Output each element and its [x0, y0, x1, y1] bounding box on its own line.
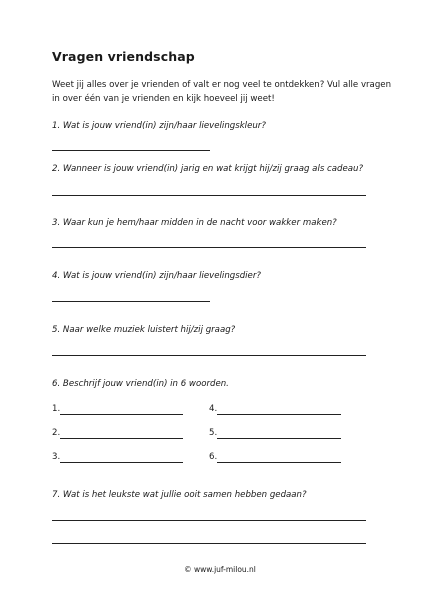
word-line-4[interactable]: [217, 414, 341, 415]
question-2: 2. Wanneer is jouw vriend(in) jarig en wat krijgt hij/zij graag als cadeau?: [52, 164, 364, 174]
question-4: 4. Wat is jouw vriend(in) zijn/haar lievelingsdier?: [52, 271, 261, 281]
word-line-5[interactable]: [217, 438, 341, 439]
answer-line-1[interactable]: [52, 150, 210, 151]
word-line-1[interactable]: [60, 414, 183, 415]
page-title: Vragen vriendschap: [52, 49, 195, 64]
word-number-6: 6.: [209, 452, 218, 462]
word-line-6[interactable]: [217, 462, 341, 463]
question-6: 6. Beschrijf jouw vriend(in) in 6 woorden.: [52, 379, 229, 389]
question-3: 3. Waar kun je hem/haar midden in de nacht voor wakker maken?: [52, 218, 337, 228]
word-line-2[interactable]: [60, 438, 183, 439]
word-number-2: 2.: [52, 428, 61, 438]
word-number-1: 1.: [52, 404, 61, 414]
word-number-3: 3.: [52, 452, 61, 462]
answer-line-7a[interactable]: [52, 520, 366, 521]
word-number-4: 4.: [209, 404, 218, 414]
question-7: 7. Wat is het leukste wat jullie ooit samen hebben gedaan?: [52, 490, 307, 500]
word-number-5: 5.: [209, 428, 218, 438]
answer-line-3[interactable]: [52, 247, 366, 248]
intro-text: Weet jij alles over je vrienden of valt er nog veel te ontdekken? Vul alle vragen in over één van je vrienden en kijk hoeveel jij weet!: [52, 80, 392, 104]
answer-line-2[interactable]: [52, 195, 366, 196]
question-5: 5. Naar welke muziek luistert hij/zij graag?: [52, 325, 236, 335]
footer-copyright: © www.juf-milou.nl: [184, 565, 256, 574]
question-1: 1. Wat is jouw vriend(in) zijn/haar lievelingskleur?: [52, 121, 266, 131]
answer-line-4[interactable]: [52, 301, 210, 302]
answer-line-5[interactable]: [52, 355, 366, 356]
answer-line-7b[interactable]: [52, 543, 366, 544]
word-line-3[interactable]: [60, 462, 183, 463]
